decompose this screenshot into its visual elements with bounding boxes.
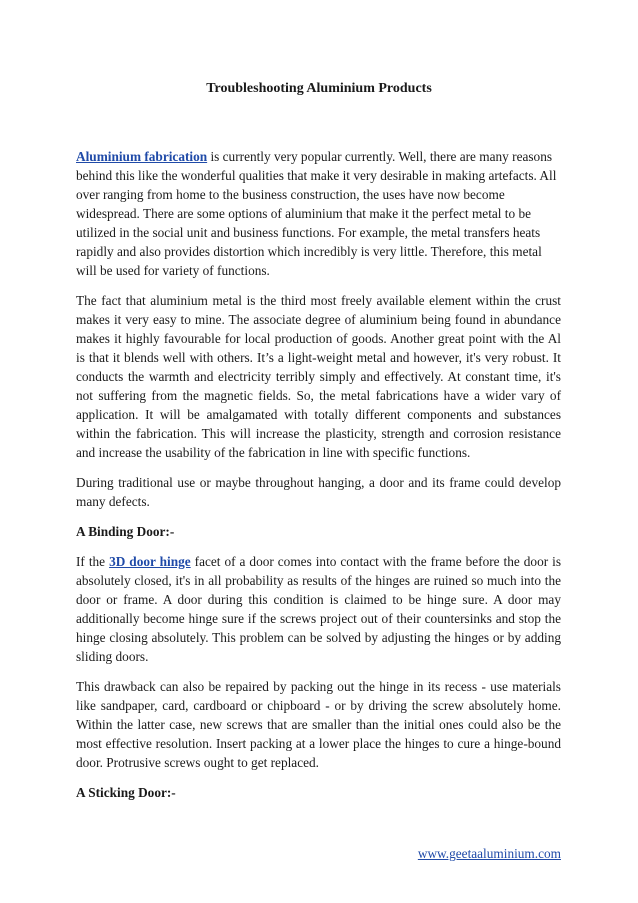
document-title: Troubleshooting Aluminium Products <box>206 81 432 96</box>
aluminium-fabrication-link[interactable]: Aluminium fabrication <box>76 149 208 164</box>
paragraph-binding-door-text: facet of a door comes into contact with the frame before the door is absolutely closed, it's in all probability as results of the hinges are ruined so much into the door or frame. A door during this condition is claimed to be hinge sure. A door may additionally become hinge sure if the screws project out of their countersinks and stop the hinge closing absolutely. This problem can be solved by adjusting the hinges or by adding sliding doors. <box>76 554 562 664</box>
paragraph-hinge-repair: This drawback can also be repaired by packing out the hinge in its recess - use materials like sandpaper, card, cardboard or chipboard - or by driving the screw absolutely home. Within the latter case, new screws that are smaller than the initial ones could also be the most effective resolution. Insert packing at a lower place the hinges to cure a hinge-bound door. Protrusive screws ought to get replaced. <box>76 679 561 770</box>
paragraph-intro <box>76 147 561 280</box>
heading-binding-door: A Binding Door:- <box>76 524 175 539</box>
footer-website-link[interactable]: www.geetaaluminium.com <box>417 846 561 861</box>
paragraph-aluminium-properties: The fact that aluminium metal is the third most freely available element within the crust makes it very easy to mine. The associate degree of aluminium being found in abundance makes it highly favourable for local production of goods. Another great point with the Al is that it blends well with others. It’s a light-weight metal and however, it's very robust. It conducts the warmth and electricity terribly simply and effectively. At constant time, it's not suffering from the magnetic fields. So, the metal fabrications have a wider vary of application. It will be amalgamated with totally different components and substances within the fabrication. This will increase the plasticity, strength and corrosion resistance and increase the usability of the fabrication in line with specific functions. <box>76 293 561 460</box>
door-hinge-link[interactable]: 3D door hinge <box>109 554 191 569</box>
paragraph-binding-door-prefix: If the <box>76 554 110 569</box>
paragraph-binding-door <box>76 552 561 666</box>
paragraph-door-defects: During traditional use or maybe throughout hanging, a door and its frame could develop many defects. <box>76 475 561 509</box>
paragraph-intro-text: is currently very popular currently. Well, there are many reasons behind this like the wonderful qualities that make it very desirable in making artefacts. All over ranging from home to the business construction, the uses have now become widespread. There are some options of aluminium that make it the perfect metal to be utilized in the social unit and business functions. For example, the metal transfers heats rapidly and also provides distortion which incredibly is very little. Therefore, this metal will be used for variety of functions. <box>76 149 557 278</box>
heading-sticking-door: A Sticking Door:- <box>76 785 176 800</box>
document-body <box>76 147 561 813</box>
